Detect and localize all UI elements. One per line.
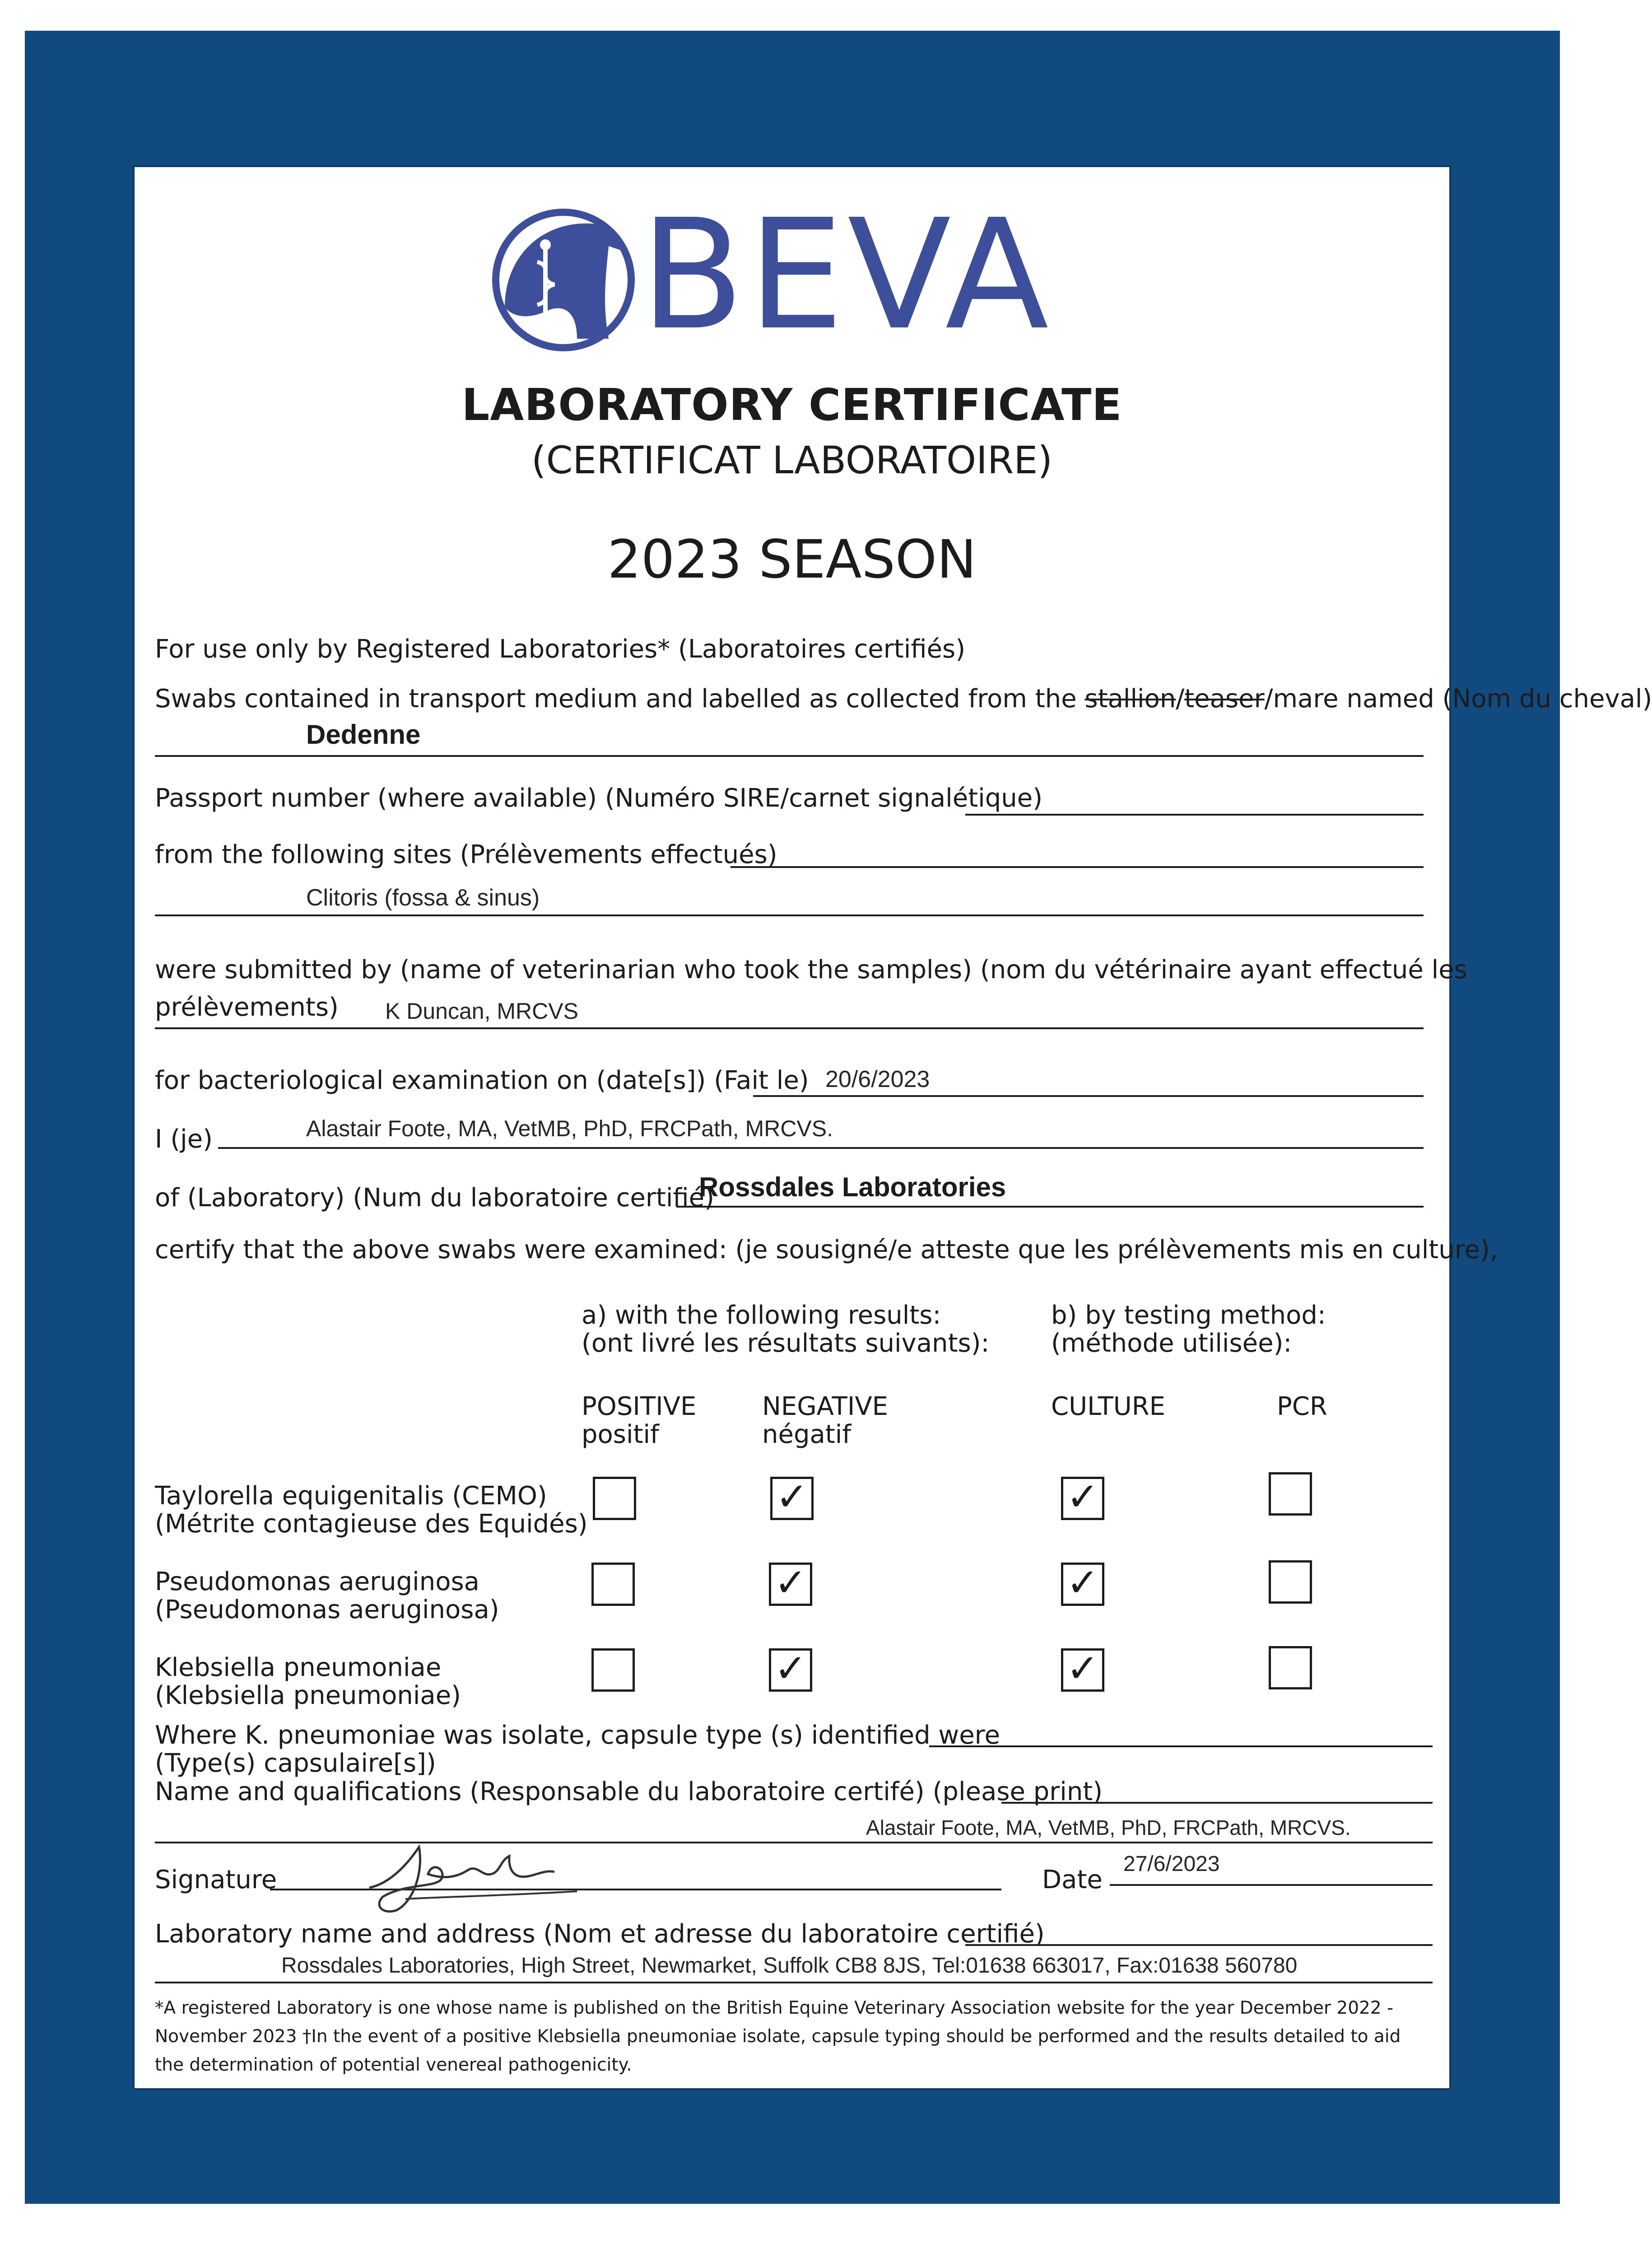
lab-label: of (Laboratory) (Num du laboratoire certifié)	[155, 1183, 714, 1213]
signature-mark	[365, 1833, 600, 1924]
checkbox-negative[interactable]: ✓	[769, 1648, 812, 1692]
col-positive: POSITIVE	[582, 1392, 697, 1421]
col-negative-fr: négatif	[762, 1420, 852, 1449]
col-positive-fr: positif	[582, 1420, 659, 1449]
certificate-title: LABORATORY CERTIFICATE	[461, 379, 1122, 430]
lab-address-label: Laboratory name and address (Nom et adresse du laboratoire certifié)	[155, 1919, 1045, 1949]
checkbox-culture[interactable]: ✓	[1061, 1648, 1104, 1692]
intro-text: For use only by Registered Laboratories* (Laboratoires certifiés)	[155, 634, 966, 664]
name-qualifications-line-2	[155, 1842, 1433, 1843]
stallion-struck: stallion	[1084, 684, 1176, 714]
sites-value: Clitoris (fossa & sinus)	[306, 885, 540, 911]
checkbox-negative[interactable]: ✓	[769, 1563, 812, 1606]
checkbox-negative[interactable]: ✓	[770, 1477, 814, 1520]
checkbox-positive[interactable]	[591, 1563, 635, 1606]
submitted-label-2: prélèvements)	[155, 993, 339, 1022]
i-label: I (je)	[155, 1124, 213, 1154]
checkbox-pcr[interactable]	[1269, 1560, 1312, 1604]
results-header-1: a) with the following results:	[582, 1301, 941, 1330]
beva-wordmark: BEVA	[640, 187, 1053, 364]
checkbox-positive[interactable]	[593, 1477, 636, 1520]
vet-name: K Duncan, MRCVS	[385, 998, 578, 1024]
certificate-title-fr: (CERTIFICAT LABORATOIRE)	[531, 438, 1053, 482]
col-culture: CULTURE	[1051, 1392, 1166, 1421]
checkbox-pcr[interactable]	[1269, 1472, 1312, 1516]
certifier-name: Alastair Foote, MA, VetMB, PhD, FRCPath, MRCVS.	[306, 1116, 833, 1141]
checkbox-positive[interactable]	[591, 1648, 635, 1692]
exam-date: 20/6/2023	[825, 1066, 930, 1092]
organism-1: Taylorella equigenitalis (CEMO)	[155, 1481, 547, 1511]
results-header-2: (ont livré les résultats suivants):	[582, 1329, 990, 1358]
date-line	[1110, 1884, 1433, 1886]
capsule-label-1: Where K. pneumoniae was isolate, capsule type (s) identified were	[155, 1721, 1000, 1750]
capsule-line	[929, 1745, 1433, 1747]
lab-name: Rossdales Laboratories	[699, 1172, 1006, 1202]
organism-3: Klebsiella pneumoniae	[155, 1653, 442, 1682]
checkbox-culture[interactable]: ✓	[1061, 1563, 1104, 1606]
signature-label: Signature	[155, 1865, 277, 1894]
sites-label: from the following sites (Prélèvements effectués)	[155, 840, 777, 869]
checkbox-culture[interactable]: ✓	[1061, 1477, 1104, 1520]
date-label: Date	[1042, 1865, 1103, 1894]
passport-label: Passport number (where available) (Numéro SIRE/carnet signalétique)	[155, 784, 1043, 813]
lab-address-line-2	[155, 1982, 1433, 1983]
exam-line	[753, 1095, 1424, 1097]
lab-address-value: Rossdales Laboratories, High Street, Newmarket, Suffolk CB8 8JS, Tel:01638 663017, Fax:01638 560780	[281, 1954, 1298, 1978]
certificate-page	[133, 165, 1652, 2090]
lab-address-line-1	[965, 1944, 1433, 1946]
organism-2: Pseudomonas aeruginosa	[155, 1567, 479, 1596]
organism-2-fr: (Pseudomonas aeruginosa)	[155, 1595, 499, 1624]
capsule-label-2: (Type(s) capsulaire[s])	[155, 1749, 436, 1778]
horse-name: Dedenne	[306, 719, 421, 750]
organism-1-fr: (Métrite contagieuse des Equidés)	[155, 1509, 588, 1539]
exam-label: for bacteriological examination on (date[s]) (Fait le)	[155, 1066, 809, 1095]
submitted-label-1: were submitted by (name of veterinarian who took the samples) (nom du vétérinaire ayant effectué les	[155, 955, 1467, 984]
checkbox-pcr[interactable]	[1269, 1646, 1312, 1689]
name-qualifications-line-1	[1001, 1802, 1433, 1804]
col-pcr: PCR	[1277, 1392, 1327, 1421]
certifier-line	[218, 1147, 1424, 1149]
organism-3-fr: (Klebsiella pneumoniae)	[155, 1681, 461, 1710]
teaser-struck: teaser	[1184, 684, 1265, 714]
horse-head-caduceus-logo	[487, 203, 640, 357]
swabs-label: Swabs contained in transport medium and labelled as collected from the stallion/teaser/mare named (Nom du cheval)	[155, 684, 1652, 714]
vet-line	[155, 1027, 1424, 1029]
certify-text: certify that the above swabs were examined: (je sousigné/e atteste que les prélèvements mis en culture),	[155, 1235, 1498, 1264]
season-heading: 2023 SEASON	[607, 528, 977, 590]
method-header-1: b) by testing method:	[1051, 1301, 1326, 1330]
col-negative: NEGATIVE	[762, 1392, 889, 1421]
footnote: *A registered Laboratory is one whose name is published on the British Equine Veterinary Association website for the year December 2022 - November 2023 †In the event of a positive Klebsiella pneumoniae isolate, capsule typing should be performed and the results detailed to aid the determination of potential venereal pathogenicity.	[155, 1998, 1401, 2075]
name-qualifications-value: Alastair Foote, MA, VetMB, PhD, FRCPath, MRCVS.	[866, 1816, 1351, 1839]
sites-line-2	[155, 914, 1424, 916]
method-header-2: (méthode utilisée):	[1051, 1329, 1292, 1358]
lab-line	[676, 1206, 1424, 1208]
horse-name-line	[155, 755, 1424, 757]
name-qualifications-label: Name and qualifications (Responsable du laboratoire certifé) (please print)	[155, 1777, 1103, 1806]
passport-line	[965, 814, 1424, 816]
beva-logo	[487, 187, 1263, 364]
sites-line-1	[731, 866, 1424, 868]
date-value: 27/6/2023	[1123, 1852, 1220, 1876]
